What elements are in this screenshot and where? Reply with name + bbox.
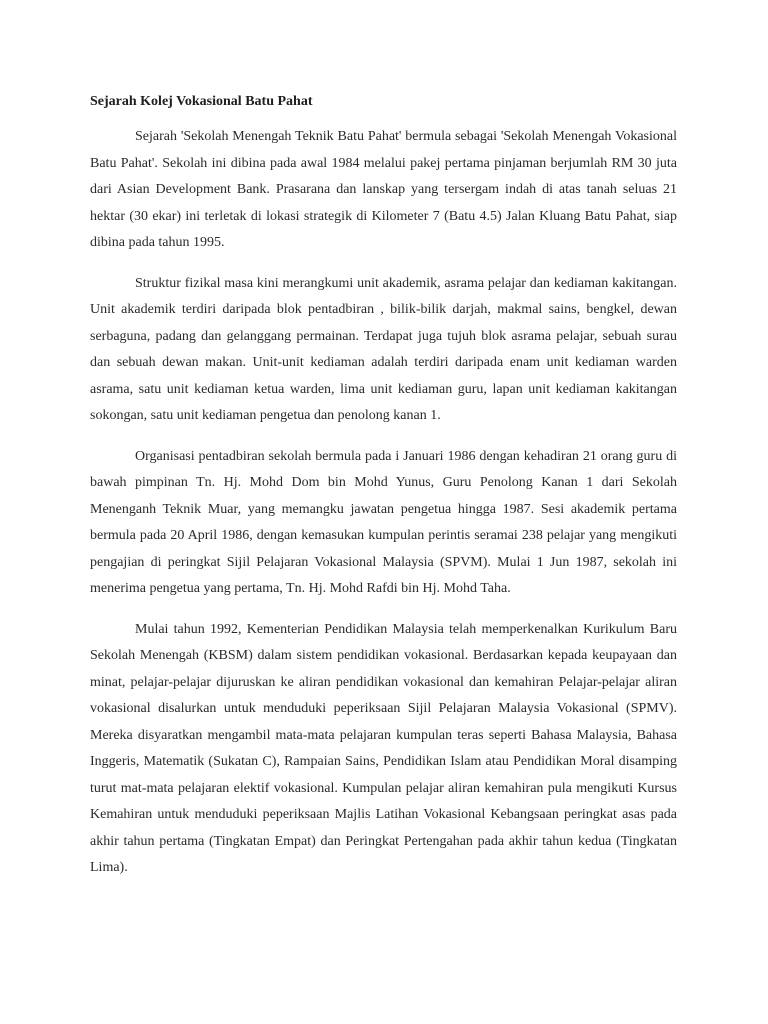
document-page bbox=[90, 92, 677, 896]
paragraph-structure: Struktur fizikal masa kini merangkumi unit akademik, asrama pelajar dan kediaman kakitangan. Unit akademik terdiri daripada blok pentadbiran , bilik-bilik darjah, makmal sains, bengkel, dewan serbaguna, padang dan gelanggang permainan. Terdapat juga tujuh blok asrama pelajar, sebuah surau dan sebuah dewan makan. Unit-unit kediaman adalah terdiri daripada enam unit kediaman warden asrama, satu unit kediaman ketua warden, lima unit kediaman guru, lapan unit kediaman kakitangan sokongan, satu unit kediaman pengetua dan penolong kanan 1. bbox=[90, 275, 677, 423]
paragraph-administration: Organisasi pentadbiran sekolah bermula pada i Januari 1986 dengan kehadiran 21 orang guru di bawah pimpinan Tn. Hj. Mohd Dom bin Mohd Yunus, Guru Penolong Kanan 1 dari Sekolah Menenganh Teknik Muar, yang memangku jawatan pengetua hingga 1987. Sesi akademik pertama bermula pada 20 April 1986, dengan kemasukan kumpulan perintis seramai 238 pelajar yang mengikuti pengajian di peringkat Sijil Pelajaran Vokasional Malaysia (SPVM). Mulai 1 Jun 1987, sekolah ini menerima pengetua yang pertama, Tn. Hj. Mohd Rafdi bin Hj. Mohd Taha. bbox=[90, 448, 677, 596]
paragraph-curriculum: Mulai tahun 1992, Kementerian Pendidikan Malaysia telah memperkenalkan Kurikulum Baru Sekolah Menengah (KBSM) dalam sistem pendidikan vokasional. Berdasarkan kepada keupayaan dan minat, pelajar-pelajar dijuruskan ke aliran pendidikan vokasional dan kemahiran Pelajar-pelajar aliran vokasional disalurkan untuk menduduki peperiksaan Sijil Pelajaran Malaysia Vokasional (SPMV). Mereka disyaratkan mengambil mata-mata pelajaran kumpulan teras seperti Bahasa Malaysia, Bahasa Inggeris, Matematik (Sukatan C), Rampaian Sains, Pendidikan Islam atau Pendidikan Moral disamping turut mat-mata pelajaran elektif vokasional. Kumpulan pelajar aliran kemahiran pula mengikuti Kursus Kemahiran untuk menduduki peperiksaan Majlis Latihan Vokasional Kebangsaan peringkat asas pada akhir tahun pertama (Tingkatan Empat) dan Peringkat Pertengahan pada akhir tahun kedua (Tingkatan Lima). bbox=[90, 621, 677, 875]
document-title: Sejarah Kolej Vokasional Batu Pahat bbox=[90, 94, 313, 109]
paragraph-history: Sejarah 'Sekolah Menengah Teknik Batu Pahat' bermula sebagai 'Sekolah Menengah Vokasional Batu Pahat'. Sekolah ini dibina pada awal 1984 melalui pakej pertama pinjaman berjumlah RM 30 juta dari Asian Development Bank. Prasarana dan lanskap yang tersergam indah di atas tanah seluas 21 hektar (30 ekar) ini terletak di lokasi strategik di Kilometer 7 (Batu 4.5) Jalan Kluang Batu Pahat, siap dibina pada tahun 1995. bbox=[90, 129, 677, 250]
